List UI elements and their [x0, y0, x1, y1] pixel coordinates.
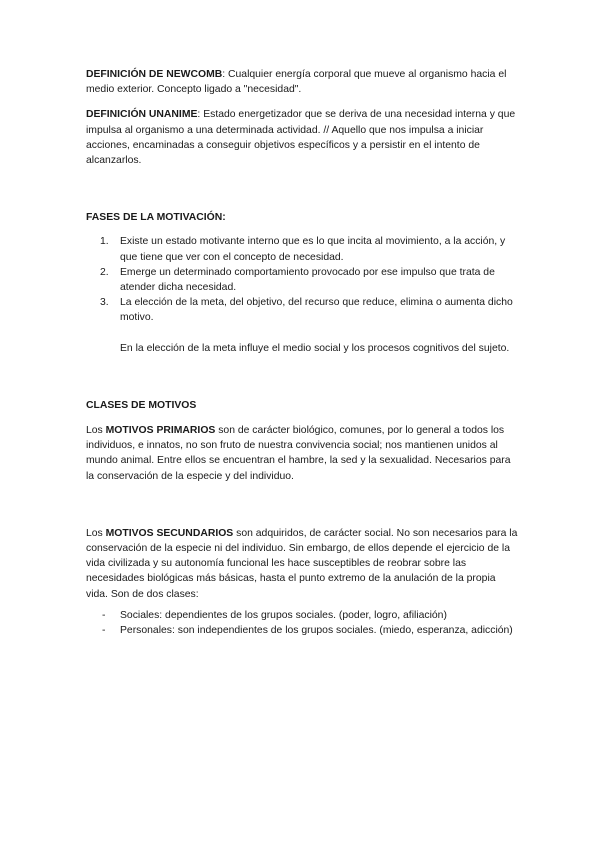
definition-unanime: [86, 107, 518, 168]
dash-bullet: -: [102, 609, 106, 621]
list-number: 1.: [100, 236, 109, 248]
list-item-text: Emerge un determinado comportamiento provocado por ese impulso que trata de atender dicha necesidad.: [120, 266, 495, 294]
dash-bullet: -: [102, 625, 106, 637]
motivos-primarios-paragraph: [86, 423, 518, 484]
motivos-primarios-text: son de carácter biológico, comunes, por lo general a todos los individuos, e innatos, no son fruto de nuestra convivencia social; nos mantienen unidos al mundo animal. Entre ellos se encuentran el hambre, la sed y la sexualidad. Necesarios para la conservación de la especie y del individuo.: [86, 425, 511, 482]
list-number: 2.: [100, 266, 109, 278]
fases-heading: FASES DE LA MOTIVACIÓN:: [86, 212, 226, 224]
definition-newcomb: [86, 67, 518, 97]
paragraph-prefix: Los: [86, 425, 106, 437]
document-body: [86, 67, 518, 638]
subtypes-list-item: [102, 623, 518, 638]
motivos-secundarios-paragraph: [86, 526, 518, 602]
motivos-secundarios-label: MOTIVOS SECUNDARIOS: [105, 527, 234, 539]
motivos-secundarios-text: son adquiridos, de carácter social. No son necesarios para la conservación de la especie ni del individuo. Sin embargo, de ellos depende el ejercicio de la vida civilizada y su autonomía funcional les hace susceptibles de reobrar sobre las necesidades biológicas más básicas, hasta el punto extremo de la anulación de la propia vida. Son de dos clases:: [86, 527, 518, 600]
list-item-text: La elección de la meta, del objetivo, del recurso que reduce, elimina o aumenta dicho motivo.: [120, 297, 513, 324]
motivos-primarios-label: MOTIVOS PRIMARIOS: [105, 425, 216, 437]
list-number: 3.: [100, 297, 109, 309]
clases-heading: CLASES DE MOTIVOS: [86, 399, 197, 411]
paragraph-prefix: Los: [86, 527, 106, 539]
list-item-text: Personales: son independientes de los grupos sociales. (miedo, esperanza, adicción): [120, 625, 513, 637]
subtypes-list-item: [102, 608, 518, 623]
fases-list: [86, 234, 518, 325]
subtypes-list: [86, 608, 518, 638]
fases-list-item: [100, 265, 518, 295]
list-item-text: Existe un estado motivante interno que es lo que incita al movimiento, a la acción, y que tiene que ver con el concepto de necesidad.: [120, 236, 506, 263]
fases-list-item: [100, 234, 518, 264]
list-item-text: Sociales: dependientes de los grupos sociales. (poder, logro, afiliación): [120, 609, 447, 621]
definition-newcomb-text: : Cualquier energía corporal que mueve al organismo hacia el medio exterior. Concepto ligado a "necesidad".: [86, 69, 507, 96]
definition-unanime-text: : Estado energetizador que se deriva de una necesidad interna y que impulsa al organismo a una determinada actividad. // Aquello que nos impulsa a iniciar acciones, encaminadas a conseguir objetivos específicos y a persistir en el intento de alcanzarlos.: [86, 109, 516, 167]
definition-unanime-label: DEFINICIÓN UNANIME: [86, 109, 198, 121]
fases-list-item: [100, 295, 518, 325]
fases-note: En la elección de la meta influye el medio social y los procesos cognitivos del sujeto.: [120, 342, 510, 354]
definition-newcomb-label: DEFINICIÓN DE NEWCOMB: [86, 69, 223, 80]
